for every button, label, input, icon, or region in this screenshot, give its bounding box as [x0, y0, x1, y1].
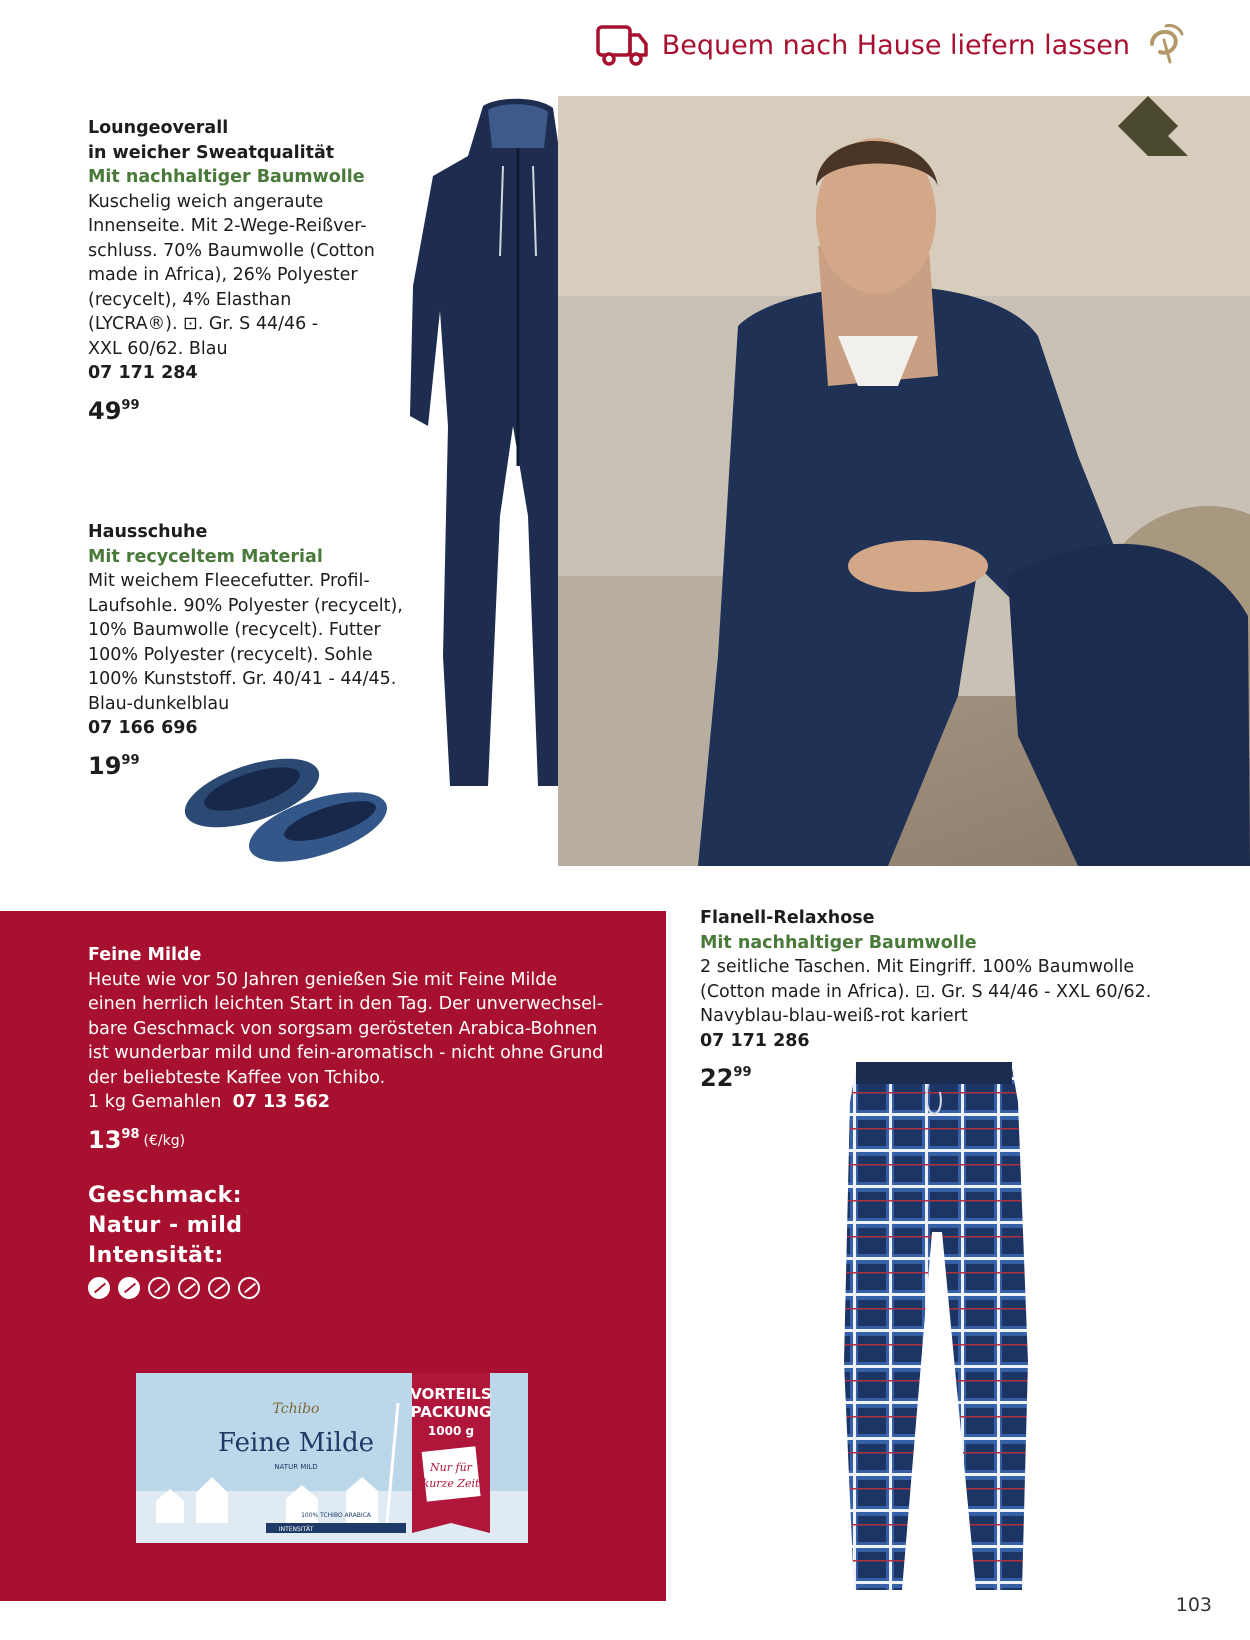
coffee-size: 1 kg Gemahlen [88, 1092, 222, 1112]
pack-note-2: kurze Zeit [422, 1477, 480, 1490]
intensity-label: Intensität: [88, 1243, 224, 1268]
tchibo-logo-icon [1144, 22, 1190, 68]
overall-desc-line: Innenseite. Mit 2-Wege-Reißver- [88, 216, 367, 236]
coffee-desc-line: der beliebteste Kaffee von Tchibo. [88, 1067, 386, 1088]
coffee-taste [88, 1181, 260, 1299]
header [596, 22, 1190, 68]
pack-badge-2: PACKUNG [410, 1403, 492, 1421]
price-main: 22 [700, 1064, 734, 1092]
lifestyle-photo [558, 96, 1250, 866]
overall-desc-line: (recycelt), 4% Elasthan [88, 289, 292, 310]
overall-desc-line: schluss. 70% Baumwolle (Cotton [88, 240, 375, 261]
intensity-scale [88, 1277, 260, 1299]
coffee-article-number: 07 13 562 [232, 1092, 330, 1112]
pants-desc-line: Navyblau-blau-weiß-rot kariert [700, 1006, 968, 1026]
header-title: Bequem nach Hause liefern lassen [661, 29, 1130, 61]
coffee-bean-icon [118, 1277, 140, 1299]
pack-sub: NATUR MILD [274, 1463, 318, 1471]
overall-desc-line: made in Africa), 26% Polyester [88, 265, 358, 285]
overall-title-1: Loungeoverall [88, 118, 229, 138]
slippers-title: Hausschuhe [88, 522, 208, 542]
slippers-article-number: 07 166 696 [88, 718, 198, 738]
overall-desc-line: XXL 60/62. Blau [88, 338, 228, 359]
coffee-info [88, 943, 648, 1155]
pack-badge-3: 1000 g [427, 1424, 475, 1438]
overall-title-2: in weicher Sweatqualität [88, 142, 335, 163]
pack-small-1: 100% TCHIBO ARABICA [301, 1512, 371, 1519]
page-number: 103 [1175, 1594, 1212, 1616]
pants-title: Flanell-Relaxhose [700, 908, 875, 928]
pack-note-1: Nur für [430, 1461, 472, 1474]
man-lounging-illustration [558, 96, 1250, 866]
overall-desc-line: Kuschelig weich angeraute [88, 191, 324, 212]
slippers-desc-line: Blau-dunkelblau [88, 693, 230, 714]
price-main: 19 [88, 751, 122, 780]
taste-value: Natur - mild [88, 1213, 243, 1238]
taste-label: Geschmack: [88, 1183, 243, 1208]
delivery-truck-icon [596, 23, 648, 67]
coffee-bean-icon [238, 1277, 260, 1299]
coffee-bean-icon [148, 1277, 170, 1299]
coffee-pack-image [136, 1373, 528, 1543]
price-main: 13 [88, 1125, 122, 1154]
pants-highlight: Mit nachhaltiger Baumwolle [700, 932, 977, 953]
pants-image [836, 1062, 1036, 1602]
pack-badge-1: VORTEILS [410, 1385, 492, 1403]
slippers-desc-line: 10% Baumwolle (recycelt). Futter [88, 620, 381, 640]
price-cents: 99 [121, 397, 140, 413]
pants-article-number: 07 171 286 [700, 1030, 810, 1051]
slippers-desc-line: 100% Kunststoff. Gr. 40/41 - 44/45. [88, 669, 397, 689]
coffee-desc-line: bare Geschmack von sorgsam gerösteten Arabica-Bohnen [88, 1018, 598, 1039]
slippers-desc-line: 100% Polyester (recycelt). Sohle [88, 644, 373, 665]
coffee-desc-line: Heute wie vor 50 Jahren genießen Sie mit Feine Milde [88, 969, 558, 990]
price-cents: 98 [121, 1126, 140, 1142]
coffee-price [88, 1121, 648, 1155]
slippers-info [88, 520, 448, 780]
overall-info [88, 116, 398, 425]
pack-name: Feine Milde [218, 1428, 374, 1458]
slippers-desc-line: Laufsohle. 90% Polyester (recycelt), [88, 595, 403, 616]
coffee-desc-line: einen herrlich leichten Start in den Tag. Der unverwechsel- [88, 994, 604, 1014]
coffee-bean-icon [178, 1277, 200, 1299]
price-main: 49 [88, 396, 122, 425]
overall-price [88, 392, 398, 425]
pack-brand: Tchibo [272, 1401, 320, 1417]
price-cents: 99 [121, 752, 140, 768]
pants-desc-line: (Cotton made in Africa). ⊡. Gr. S 44/46 - XXL 60/62. [700, 981, 1152, 1002]
overall-desc-line: (LYCRA®). ⊡. Gr. S 44/46 - [88, 314, 319, 334]
slippers-desc-line: Mit weichem Fleecefutter. Profil- [88, 571, 370, 591]
coffee-panel [0, 911, 666, 1601]
coffee-bean-icon [208, 1277, 230, 1299]
coffee-bean-icon [88, 1277, 110, 1299]
coffee-title: Feine Milde [88, 945, 202, 965]
price-cents: 99 [733, 1065, 752, 1080]
price-unit: (€/kg) [143, 1132, 186, 1149]
coffee-desc-line: ist wunderbar mild und fein-aromatisch - nicht ohne Grund [88, 1043, 604, 1063]
pants-desc-line: 2 seitliche Taschen. Mit Eingriff. 100% Baumwolle [700, 957, 1135, 977]
slippers-image [180, 745, 400, 865]
overall-highlight: Mit nachhaltiger Baumwolle [88, 167, 365, 187]
pack-small-2: INTENSITÄT [278, 1526, 314, 1533]
coffee-size-line [88, 1090, 648, 1115]
slippers-highlight: Mit recyceltem Material [88, 546, 323, 567]
overall-article-number: 07 171 284 [88, 363, 198, 383]
